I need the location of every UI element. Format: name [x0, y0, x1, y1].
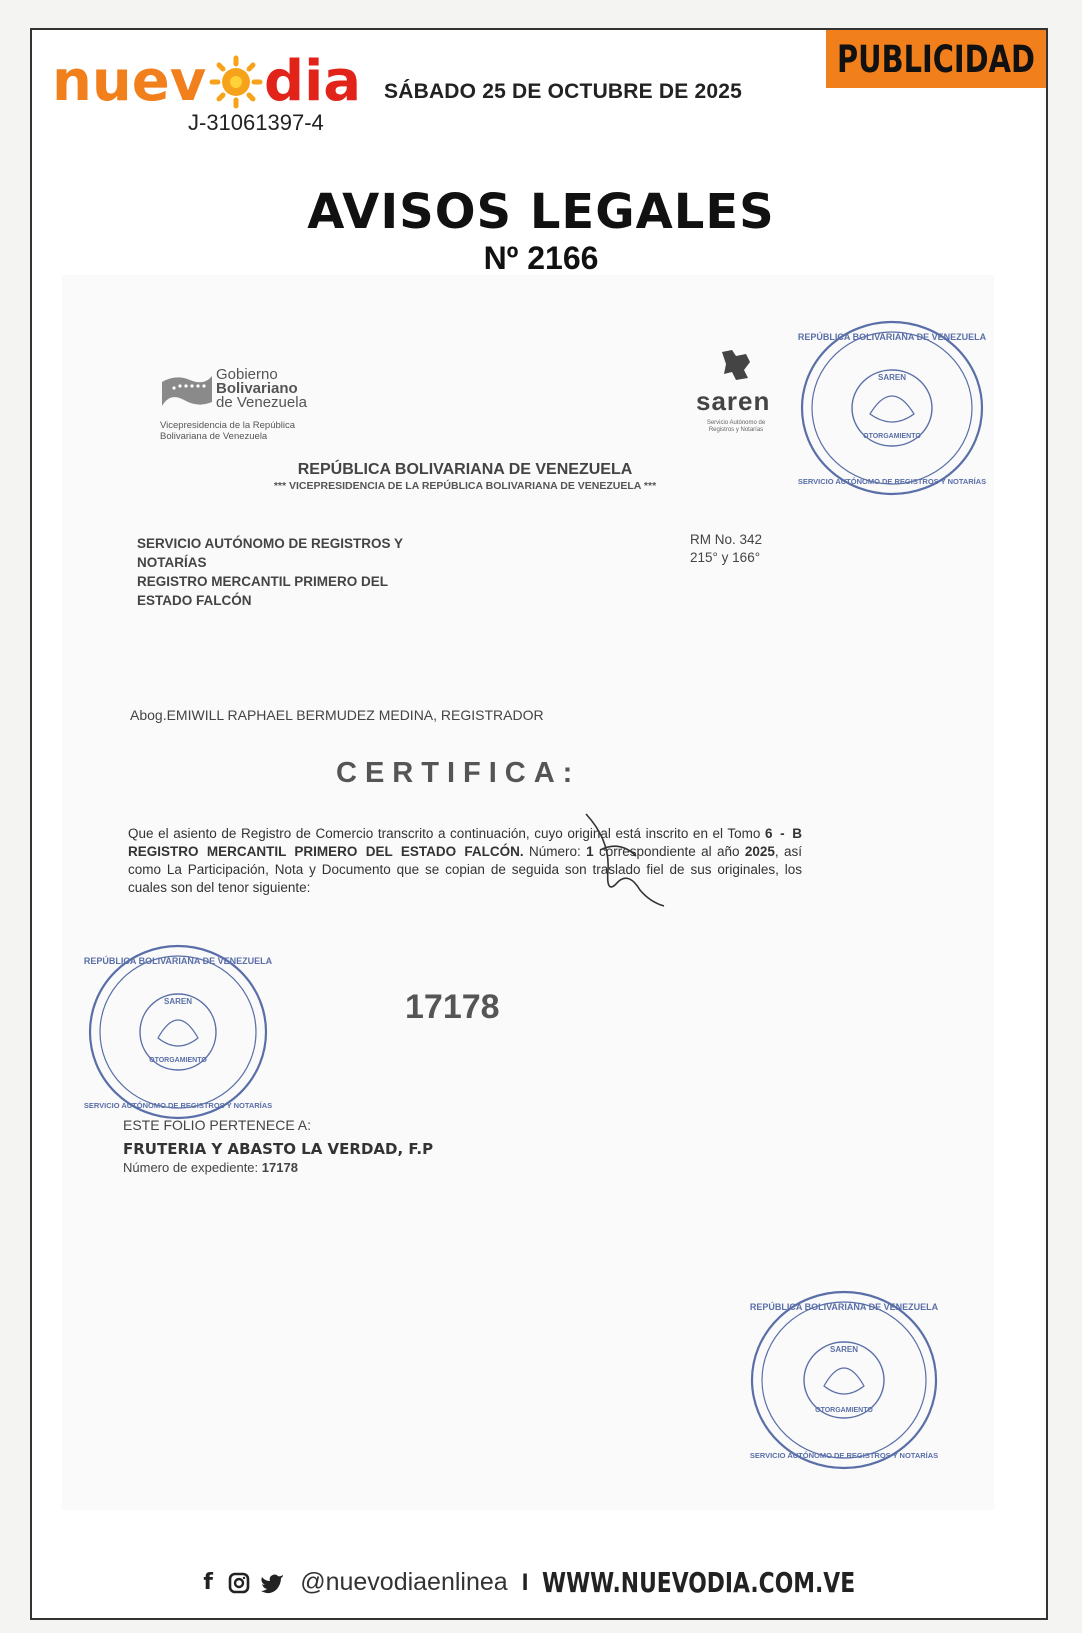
- svg-text:OTORGAMIENTO: OTORGAMIENTO: [863, 433, 921, 440]
- issue-date: SÁBADO 25 DE OCTUBRE DE 2025: [384, 80, 743, 103]
- certifica-heading: CERTIFICA:: [336, 757, 581, 789]
- svg-text:SAREN: SAREN: [829, 1345, 859, 1354]
- footer: [0, 1566, 1082, 1599]
- svg-text:SERVICIO AUTÓNOMO DE REGISTROS: SERVICIO AUTÓNOMO DE REGISTROS Y NOTARÍAS: [83, 1101, 273, 1110]
- registry-office-line4: ESTADO FALCÓN: [137, 593, 252, 608]
- expediente-value: 17178: [261, 1160, 298, 1175]
- tax-id: J-31061397-4: [188, 110, 324, 135]
- registrar-name: Abog.EMIWILL RAPHAEL BERMUDEZ MEDINA, REGISTRADOR: [130, 707, 544, 723]
- registry-office: [137, 534, 457, 610]
- official-seal: [748, 1288, 940, 1472]
- registry-number: [690, 531, 762, 567]
- svg-text:REPÚBLICA BOLIVARIANA DE VENEZ: REPÚBLICA BOLIVARIANA DE VENEZUELA: [749, 1302, 939, 1312]
- svg-text:OTORGAMIENTO: OTORGAMIENTO: [815, 1407, 873, 1414]
- registry-office-line3: REGISTRO MERCANTIL PRIMERO DEL: [137, 574, 389, 589]
- website-link[interactable]: WWW.NUEVODIA.COM.VE: [542, 1566, 856, 1599]
- folio-number: 17178: [405, 988, 500, 1026]
- company-name: FRUTERIA Y ABASTO LA VERDAD, F.P: [123, 1140, 434, 1158]
- newspaper-logo: [52, 49, 362, 114]
- government-subtitle-line2: Bolivariana de Venezuela: [160, 431, 268, 442]
- facebook-icon[interactable]: f: [203, 1570, 213, 1595]
- svg-text:SERVICIO AUTÓNOMO DE REGISTROS: SERVICIO AUTÓNOMO DE REGISTROS Y NOTARÍAS: [749, 1451, 939, 1460]
- republic-heading: REPÚBLICA BOLIVARIANA DE VENEZUELA: [297, 461, 633, 478]
- cert-text-anio: 2025: [744, 844, 775, 859]
- section-title: AVISOS LEGALES: [307, 184, 775, 240]
- cert-text-part1: Que el asiento de Registro de Comercio transcrito a continuación, cuyo original está inscrito en el Tomo: [128, 826, 766, 841]
- government-name-line2: Bolivariano: [216, 380, 298, 397]
- government-name-line1: Gobierno: [216, 366, 278, 383]
- government-flag-icon: [160, 368, 214, 408]
- edition-number: Nº 2166: [483, 240, 599, 276]
- official-seal: [83, 942, 273, 1122]
- social-handle[interactable]: @nuevodiaenlinea: [300, 1568, 508, 1596]
- cert-text-part2: Número:: [523, 844, 587, 859]
- vicepresidency-heading: *** VICEPRESIDENCIA DE LA REPÚBLICA BOLIVARIANA DE VENEZUELA ***: [273, 480, 657, 492]
- twitter-icon[interactable]: [260, 1572, 284, 1594]
- section-tag: PUBLICIDAD: [826, 30, 1046, 88]
- saren-logo-text: saren: [696, 386, 771, 416]
- svg-text:SAREN: SAREN: [163, 997, 193, 1006]
- svg-text:SERVICIO AUTÓNOMO DE REGISTROS: SERVICIO AUTÓNOMO DE REGISTROS Y NOTARÍAS: [797, 477, 987, 486]
- registry-office-line2: NOTARÍAS: [137, 555, 207, 570]
- signature-icon: [580, 810, 670, 910]
- saren-map-icon: [696, 348, 776, 384]
- registry-number-line1: RM No. 342: [690, 532, 763, 547]
- cert-text-part3: correspondiente al año: [593, 844, 745, 859]
- registry-number-line2: 215° y 166°: [690, 550, 761, 565]
- svg-text:SAREN: SAREN: [877, 373, 907, 382]
- cert-text-part4: , así como La Participación, Nota y Documento que se copian de seguida son traslado fiel de sus originales, los cuales son del tenor siguiente:: [128, 844, 802, 895]
- cert-text-numero: 1: [586, 844, 594, 859]
- government-subtitle-line1: Vicepresidencia de la República: [160, 420, 296, 431]
- expediente-line: [123, 1160, 298, 1175]
- footer-separator: I: [521, 1568, 529, 1596]
- government-name-line3: de Venezuela: [216, 394, 307, 411]
- expediente-label: Número de expediente:: [123, 1160, 259, 1175]
- svg-text:nuev: nuev: [52, 49, 207, 114]
- government-subtitle: [160, 420, 295, 442]
- folio-owner-label: ESTE FOLIO PERTENECE A:: [123, 1117, 312, 1133]
- svg-text:REPÚBLICA BOLIVARIANA DE VENEZ: REPÚBLICA BOLIVARIANA DE VENEZUELA: [797, 332, 987, 342]
- registry-office-line1: SERVICIO AUTÓNOMO DE REGISTROS Y: [137, 536, 404, 551]
- government-name: [216, 368, 307, 410]
- instagram-icon[interactable]: [228, 1572, 250, 1594]
- cert-text-tomo: 6 - B REGISTRO MERCANTIL PRIMERO DEL ESTADO FALCÓN.: [128, 826, 802, 859]
- svg-text:REPÚBLICA BOLIVARIANA DE VENEZ: REPÚBLICA BOLIVARIANA DE VENEZUELA: [83, 956, 273, 966]
- certification-text: [128, 825, 802, 897]
- saren-logo-subtitle: Servicio Autónomo de Registros y Notarías: [706, 420, 766, 433]
- official-seal: [798, 318, 986, 498]
- svg-text:OTORGAMIENTO: OTORGAMIENTO: [149, 1057, 207, 1064]
- svg-text:dia: dia: [264, 49, 362, 114]
